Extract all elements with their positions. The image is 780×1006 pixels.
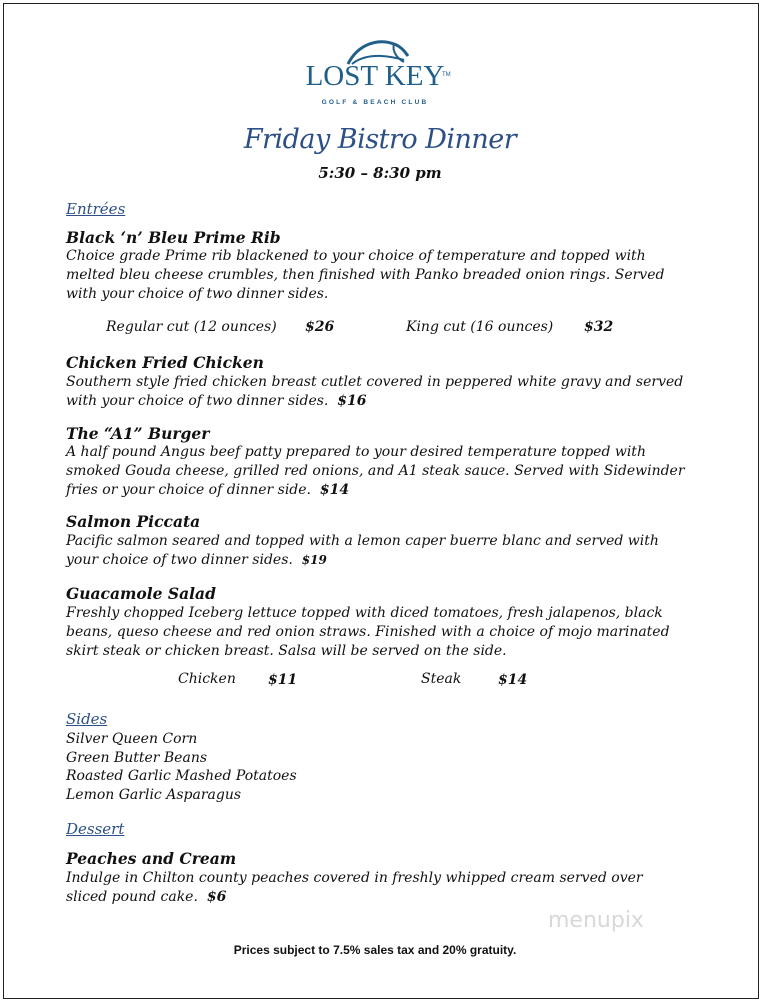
pricing-footnote: Prices subject to 7.5% sales tax and 20% gratuity. [233,943,517,957]
description-line: with your choice of two dinner sides. [66,286,329,302]
item-price: $19 [301,553,327,567]
option-label: King cut (16 ounces) [406,319,554,335]
item-name: Guacamole Salad [66,584,216,603]
description-line: Indulge in Chilton county peaches covered in freshly whipped cream served over [66,870,643,886]
option-label: Chicken [178,671,236,687]
item-price: $14 [319,482,350,498]
option-price: $26 [305,319,335,335]
item-name: The “A1” Burger [66,424,210,443]
description-line: A half pound Angus beef patty prepared to your desired temperature topped with [66,444,646,460]
description-line: Pacific salmon seared and topped with a lemon caper buerre blanc and served with [66,533,659,549]
item-price: $6 [206,889,227,905]
description-line: Choice grade Prime rib blackened to your choice of temperature and topped with [66,248,646,264]
item-name: Black ‘n’ Bleu Prime Rib [66,228,281,247]
option-label: Regular cut (12 ounces) [106,319,277,335]
menupix-watermark: menupix [548,908,644,933]
sides-list [66,730,297,804]
lost-key-logo [300,36,460,116]
description-line: melted bleu cheese crumbles, then finished with Panko breaded onion rings. Served [66,267,665,283]
description-line: Southern style fried chicken breast cutlet covered in peppered white gravy and served [66,374,684,390]
side-item: Roasted Garlic Mashed Potatoes [66,768,297,785]
item-description [66,247,706,304]
option-price: $11 [268,672,298,688]
option-price: $14 [498,672,528,688]
section-heading-sides: Sides [66,710,108,728]
item-description [66,869,706,907]
item-description [66,373,706,411]
description-line: smoked Gouda cheese, grilled red onions, and A1 steak sauce. Served with Sidewinder [66,463,685,479]
item-name: Peaches and Cream [66,849,237,868]
item-price: $16 [337,393,367,409]
description-line: sliced pound cake. $6 [66,889,227,905]
logo-trademark: TM [442,72,451,78]
item-description [66,532,706,570]
service-hours: 5:30 – 8:30 pm [318,164,442,182]
item-description [66,604,706,661]
page-title: Friday Bistro Dinner [243,124,517,155]
description-line: with your choice of two dinner sides. $16 [66,393,367,409]
item-name: Salmon Piccata [66,512,201,531]
description-line: beans, queso cheese and red onion straws. Finished with a choice of mojo marinated [66,624,670,640]
description-line: Freshly chopped Iceberg lettuce topped with diced tomatoes, fresh jalapenos, black [66,605,663,621]
item-description [66,443,706,500]
logo-name: LOST KEY [305,60,445,92]
description-line: fries or your choice of dinner side. $14 [66,482,350,498]
description-line: your choice of two dinner sides. $19 [66,552,327,568]
description-line: skirt steak or chicken breast. Salsa will be served on the side. [66,643,507,659]
section-heading-entrees: Entrées [66,200,126,218]
side-item: Lemon Garlic Asparagus [66,786,242,803]
side-item: Silver Queen Corn [66,731,198,747]
logo-subtitle: GOLF & BEACH CLUB [321,99,429,106]
side-item: Green Butter Beans [66,749,208,766]
section-heading-dessert: Dessert [66,820,125,838]
option-price: $32 [584,319,614,335]
option-label: Steak [421,671,462,687]
item-name: Chicken Fried Chicken [66,353,264,372]
